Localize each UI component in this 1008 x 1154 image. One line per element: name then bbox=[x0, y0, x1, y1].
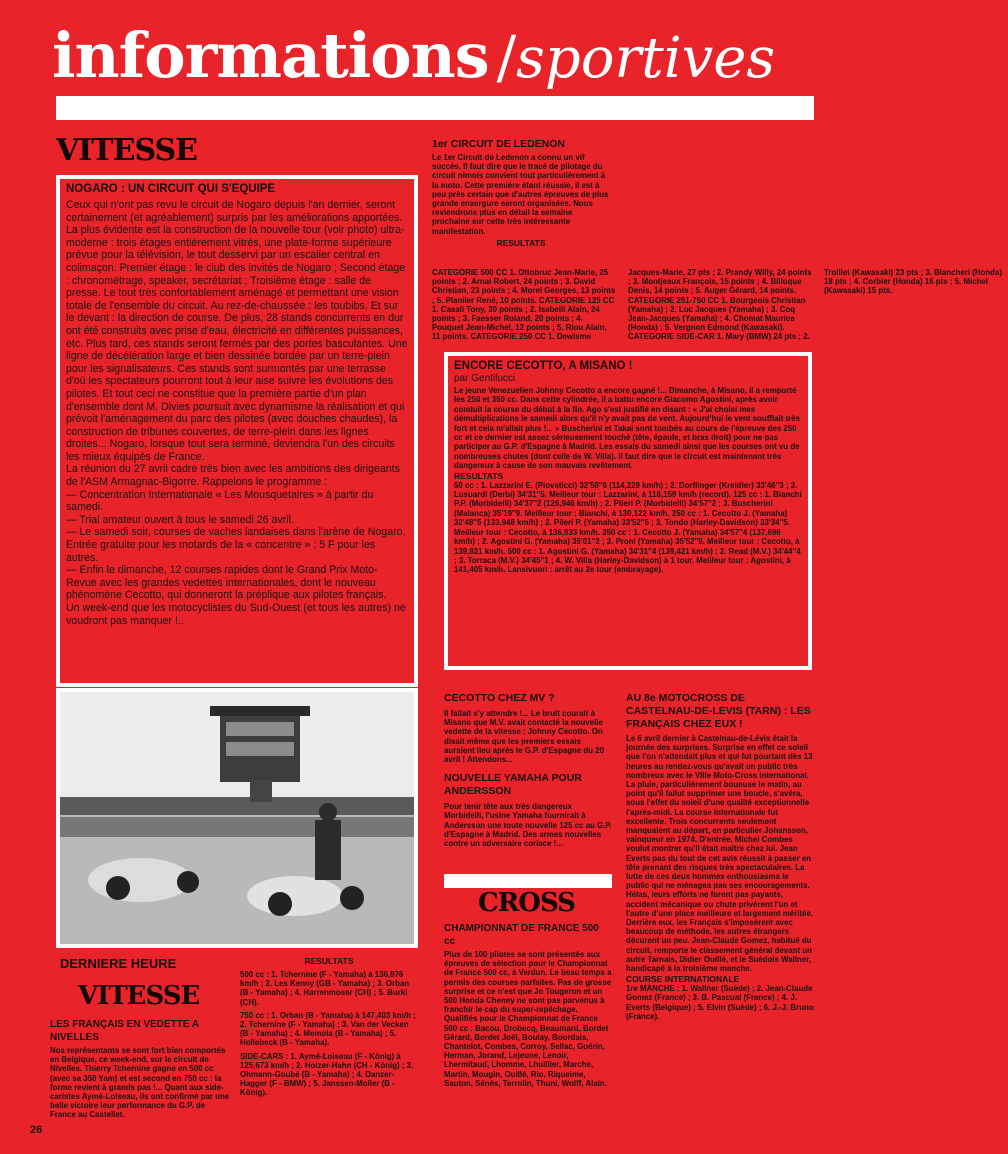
cecotto-misano-results: 50 cc : 1. Lazzarini E. (Piovaticci) 32'58''6 (114,229 km/h) ; 2. Dorflinger (Kreidler) 33'46''3 ; 3. Lusuardi (Derbi) 34'31''5. Meilleur tour : Lazzarini, à 116,159 km/h (record). 125 cc : 1. Bianchi P.P. (Morbidelli) 34'37''2 (126,946 km/h) ; 2. Pileri P. (Morbidelli) 34'57''2 ; 3. Buscherini (Malanca) 35'19''9. Meilleur tour : Bianchi, à 130,122 km/h. 250 cc : 1. Cecotto J. (Yamaha) 32'48''5 (133,948 km/h) ; 2. Pileri P. (Yamaha) 33'52''5 ; 3. Tondo (Harley-Davidson) 33'34''5. Meilleur tour : Cecotto, à 136,933 km/h. 350 cc : 1. Cecotto J. (Yamaha) 34'57''4 (137,696 km/h) ; 2. Agostini G. (Yamaha) 35'01''2 ; 3. Proni (Yamaha) 35'52''9. Meilleur tour : Cecotto, à 139,831 km/h. 500 cc : 1. Agostini G. (Yamaha) 34'31''4 (139,421 km/h) ; 2. Read (M.V.) 34'44''4 ; 3. Torraca (M.V.) 34'45''1 ; 4. W. Villa (Harley-Davidson) à 1 tour. Meilleur tour : Agostini, à 141,405 km/h. Lansivuori : arrêt au 2e tour (embrayage). bbox=[454, 480, 802, 575]
nogaro-paragraph: — Concentration Internationale « Les Mousquetaires » à partir du samedi. bbox=[66, 488, 374, 514]
header-word-informations: informations bbox=[52, 19, 489, 92]
section-header bbox=[52, 18, 775, 94]
cross-body: Plus de 100 pilotes se sont présentés aux épreuves de sélection pour le Championnat de France 500 cc, à Verdun. Le beau temps a permis des courses parfaites. Pas de grosse surprise et ce n'est que Jo Tougeron et un 500 Honda Cheney ne sont pas parvenus à franchir le cap du super-repêchage. Qualifiés pour le Championnat de France 500 cc : Bacou, Drobecq, Beaumard, Bordet Gérard, Bordet Joël, Boulay, Bourdais, Chantelot, Combes, Corroy, Sellac, Guérin, Herman, Jorand, Lejeune, Lenoir, Lhermitaud, Lhomme, Lhuillier, Marche, Martin, Mougin, Ouillé, Rio, Riqueime, Sauton, Sénès, Terrolin, Thuni, Wolff, Alain. bbox=[444, 950, 612, 1088]
derniere-results bbox=[240, 956, 418, 1098]
derniere-vitesse-title: VITESSE bbox=[78, 981, 200, 1011]
nogaro-heading: NOGARO : UN CIRCUIT QUI S'EQUIPE bbox=[66, 183, 276, 195]
nogaro-paragraph: — Le samedi soir, courses de vaches landaises dans l'arène de Nogaro. Entrée gratuite pour les motards de la « concentre » : 5 F pour les autres. bbox=[66, 526, 406, 564]
nogaro-paragraph: Ceux qui n'ont pas revu le circuit de Nogaro depuis l'an dernier, seront certainement (et agréablement) surpris par les améliorations apportées. La plus évidente est la construction de la nouvelle tour (voir photo) ultra-moderne : trois étages entièrement vitrés, une plate-forme supérieure prévue pour la télévision, le tout desservi par un escalier central en colimaçon. Premier étage : le club des invités de Nogaro ; Second étage : chronométrage, speaker, secrétariat ; Troisième étage : salle de presse. Le tout très confortablement aménagé et permettant une vision totale de l'ensemble du circuit. Au rez-de-chaussée : les toubibs. Et sur le devant : la direction de course. De plus, 28 stands concurrents en dur ont été construits avec prise d'eau, électricité en différentes puissances, etc. Plus tard, ces stands seront fermés par des portes basculantes. Une ligne de décélération large et bien dessinée bordée par un terre-plein pour les signalisateurs. Ces stands sont surmontés par une terrasse d'où les spectateurs pourront tout à leur aise suivre les évolutions des pilotes. Et tout ceci ne constitue que la première partie d'un plan d'ensemble dont M. Divies poursuit avec dynamisme la réalisation et qui prévoit l'aménagement du parc des pilotes (avec douches chaudes), la construction de tribunes couvertes, de terre-plein dans les lignes droites... Nogaro, lorsque tout sera terminé, deviendra l'un des circuits les mieux équipés de France. bbox=[66, 199, 408, 463]
cross-heading: CHAMPIONNAT DE FRANCE 500 cc bbox=[444, 923, 599, 947]
cross-article bbox=[444, 922, 612, 1088]
ledenon-article bbox=[432, 138, 610, 250]
cecotto-mv-body: Il fallait s'y attendre !... Le bruit courait à Misano que M.V. avait contacté la nouvelle vedette de la vitesse : Johnny Cecotto. On disait même que les premiers essais auraient lieu après le G.P. d'Espagne du 20 avril ! Attendons... bbox=[444, 709, 605, 765]
cecotto-mv-heading: CECOTTO CHEZ MV ? bbox=[444, 692, 555, 704]
derniere-results-500: 500 cc : 1. Tchernine (F - Yamaha) à 136,976 km/h ; 2. Les Kenny (GB - Yamaha) ; 3. Orban (B - Yamaha) ; 4. Harrenmoser (CH) ; 5. Burki (CH). bbox=[240, 970, 410, 1007]
ledenon-intro: Le 1er Circuit de Ledenon a connu un vif succès. Il faut dire que le tracé de pilotage du circuit nimois convient tout particulièrement à la moto. Cette première étant réussie, il est à peu près certain que d'autres épreuves de plus grande envergure seront organisées. Nous reviendrons plus en détail la semaine prochaine sur cette très intéressante manifestation. bbox=[432, 153, 609, 236]
motocross-heading: AU 8e MOTOCROSS DE CASTELNAU-DE-LEVIS (TARN) : LES FRANÇAIS CHEZ EUX ! bbox=[626, 692, 811, 730]
yamaha-body: Pour tenir tête aux très dangereux Morbidelli, l'usine Yamaha fournirait à Andersson une toute nouvelle 125 cc au G.P. d'Espagne à Madrid. Des armes nouvelles contre un adversaire coriace !... bbox=[444, 802, 612, 849]
page-number: 26 bbox=[30, 1124, 43, 1136]
cecotto-misano-body: Le jeune Venezuelien Johnny Cecotto a encore gagné !... Dimanche, à Misano, il a remporté les 250 et 350 cc. Dans cette cylindrée, il a battu encore Giacomo Agostini, après avoir conduit la course du début à la fin. Ago s'est justifié en disant : « J'ai choisi mes démultiplications le samedi alors qu'il n'y avait pas de vent. Aujourd'hui le vent soufflait très fort et cela m'allait plus !... » Buscherini et Takai sont tombés au cours de l'épreuve des 250 cc et ce dernier est assez sérieusement touché (tête, épaule, et bras droit) pour ne pas participer au G.P. d'Espagne à Madrid. Les essais du samedi ainsi que les courses ont vu de nombreuses chutes (dont celle de W. Villa). Il faut dire que le circuit est maintenant très dangereux à cause de son mauvais revêtement. bbox=[454, 386, 801, 471]
header-rule bbox=[56, 96, 814, 120]
derniere-article bbox=[50, 1018, 230, 1120]
cecotto-mv-article bbox=[444, 692, 612, 848]
cecotto-misano-results-label: RESULTATS bbox=[454, 470, 504, 481]
ledenon-results-label: RESULTATS bbox=[496, 237, 546, 248]
cecotto-misano-heading: ENCORE CECOTTO, A MISANO ! bbox=[454, 360, 633, 372]
nogaro-body bbox=[66, 199, 408, 627]
derniere-results-sidecars: SIDE-CARS : 1. Aymé-Loiseau (F - König) à 125,673 km/h ; 2. Holzer-Hahn (CH - König) ; 3. Ohmann-Goubé (B - Yamaha) ; 4. Danzer-Hagger (F - BMW) ; 5. Janssen-Moller (B - König). bbox=[240, 1051, 414, 1098]
derniere-heading: LES FRANÇAIS EN VEDETTE A NIVELLES bbox=[50, 1019, 199, 1043]
motocross-results: 1re MANCHE : 1. Wallner (Suède) ; 2. Jean-Claude Gomez (France) ; 3. B. Pascual (France) ; 4. J. Everts (Belgique) ; 5. Elvin (Suède) ; 6. J.-J. Bruno (France). bbox=[626, 984, 814, 1021]
photo-illustration bbox=[60, 692, 414, 944]
vitesse-title: VITESSE bbox=[56, 133, 198, 168]
motocross-article bbox=[626, 692, 814, 1021]
cecotto-misano-byline: par Gentilucci bbox=[454, 373, 516, 384]
derniere-heure-kicker: DERNIERE HEURE bbox=[60, 956, 177, 971]
cross-title: CROSS bbox=[478, 888, 575, 918]
motocross-results-label: COURSE INTERNATIONALE bbox=[626, 974, 740, 985]
nogaro-paragraph: — Trial amateur ouvert à tous le samedi 26 avril. bbox=[66, 513, 294, 526]
derniere-body: Nos représentants se sont fort bien comportés en Belgique, ce week-end, sur le circuit de Nivelles. Thierry Tchernine gagne en 500 cc (avec sa 350 Yam) et est second en 750 cc : la forme revient à grands pas !... Quant aux side-caristes Aymé-Loiseau, ils ont confirmé par une belle victoire leur performance du G.P. de France au Castellet. bbox=[50, 1046, 230, 1120]
header-word-sportives: sportives bbox=[516, 26, 776, 91]
yamaha-heading: NOUVELLE YAMAHA POUR ANDERSSON bbox=[444, 772, 582, 798]
derniere-results-750: 750 cc : 1. Orban (B - Yamaha) à 147,403 km/h ; 2. Tchernine (F - Yamaha) ; 3. Van der Vecken (B - Yamaha) ; 4. Memola (B - Yamaha) ; 5. Hollebeck (B - Yamaha). bbox=[240, 1010, 416, 1048]
motocross-body: Le 6 avril dernier à Castelnau-de-Lévis était la journée des surprises. Surprise en effet ce soleil que l'on n'attendait plus et qui fut pourtant dès 13 heures au rendez-vous qu'avait un public très nombreux avec le VIIIe Moto-Cross International. La pluie, particulièrement boueuse le matin, au point qu'il fallut supprimer une boucle, s'avéra, sous l'effet du soleil d'une qualité exceptionnelle l'après-midi. La course internationale fut excellente. Trois concurrents seulement manquaient au départ, en particulier Johansson, vainqueur en 1974. D'entrée, Michel Combes voulut montrer qu'il était maître chez lui. Jean Everts pas du tout de cet avis réussit à passer en tête prenant des risques très spectaculaires. La lutte de ces deux hommes enthousiasma le public qui ne ménagea pas ses encouragements. Hélas, leurs efforts ne furent pas payants, accident mécanique ou chute privèrent l'un et l'autre d'une place meilleure et largement méritée. Derrière eux, les Français s'imposèrent avec beaucoup de méthode, les autres étrangers décurent un peu. Jean-Claude Gomez, habitué du circuit, remporte le classement général devant un autre Tarnais, Didier Ouillé, et le Suédois Wallner, handicapé à la troisième manche. bbox=[626, 734, 814, 974]
nogaro-article bbox=[56, 175, 418, 687]
ledenon-heading: 1er CIRCUIT DE LEDENON bbox=[432, 138, 566, 150]
nogaro-paragraph: — Enfin le dimanche, 12 courses rapides dont le Grand Prix Moto-Revue avec les grandes vedettes internationales, dont le nouveau phénomène Cecotto, qui donneront la préplique aux pilotes français. bbox=[66, 564, 387, 602]
nogaro-paragraph: Un week-end que les motocyclistes du Sud-Ouest (et tous les autres) ne voudront pas manquer !.. bbox=[66, 602, 406, 627]
derniere-results-label: RESULTATS bbox=[304, 956, 354, 966]
cross-rule bbox=[444, 874, 612, 888]
header-separator: / bbox=[496, 23, 517, 91]
ledenon-results: CATEGORIE 500 CC 1. Ottobruc Jean-Marie, 25 points ; 2. Arnal Robert, 24 points ; 3. David Christian, 23 points ; 4. Morel Georges, 13 points ; 5. Planiler René, 10 points. CATEGORIE 125 CC 1. Casali Tony, 30 points ; 2. Isabelli Alain, 24 points ; 3. Faesser Roland, 20 points ; 4. Pouquet Jean-Michel, 12 points ; 5. Riou Alain, 11 points. CATEGORIE 250 CC 1. Dewisme Jacques-Marie, 27 pts ; 2. Prandy Willy, 24 points ; 3. Montjeaux François, 15 points ; 4. Billoque Denis, 14 points ; 5. Auger Gérard, 14 points. CATEGORIE 251-750 CC 1. Bourgeois Christian (Yamaha) ; 2. Luc Jacques (Yamaha) ; 3. Coq Jean-Jacques (Yamaha) ; 4. Chomat Maurice (Honda) ; 5. Vergnon Edmond (Kawasaki). CATEGORIE SIDE-CAR 1. Mary (BMW) 24 pts ; 2. Trolliet (Kawasaki) 23 pts ; 3. Blancheri (Honda) 18 pts ; 4. Corbier (Honda) 16 pts ; 5. Michel (Kawasaki) 15 pts. bbox=[432, 268, 1003, 342]
nogaro-tower-photo bbox=[56, 688, 418, 948]
nogaro-paragraph: La réunion du 27 avril cadre très bien avec les ambitions des dirigeants de l'ASM Armagnac-Bigorre. Rappelons le programme : bbox=[66, 463, 400, 489]
cecotto-misano-article bbox=[444, 352, 812, 670]
